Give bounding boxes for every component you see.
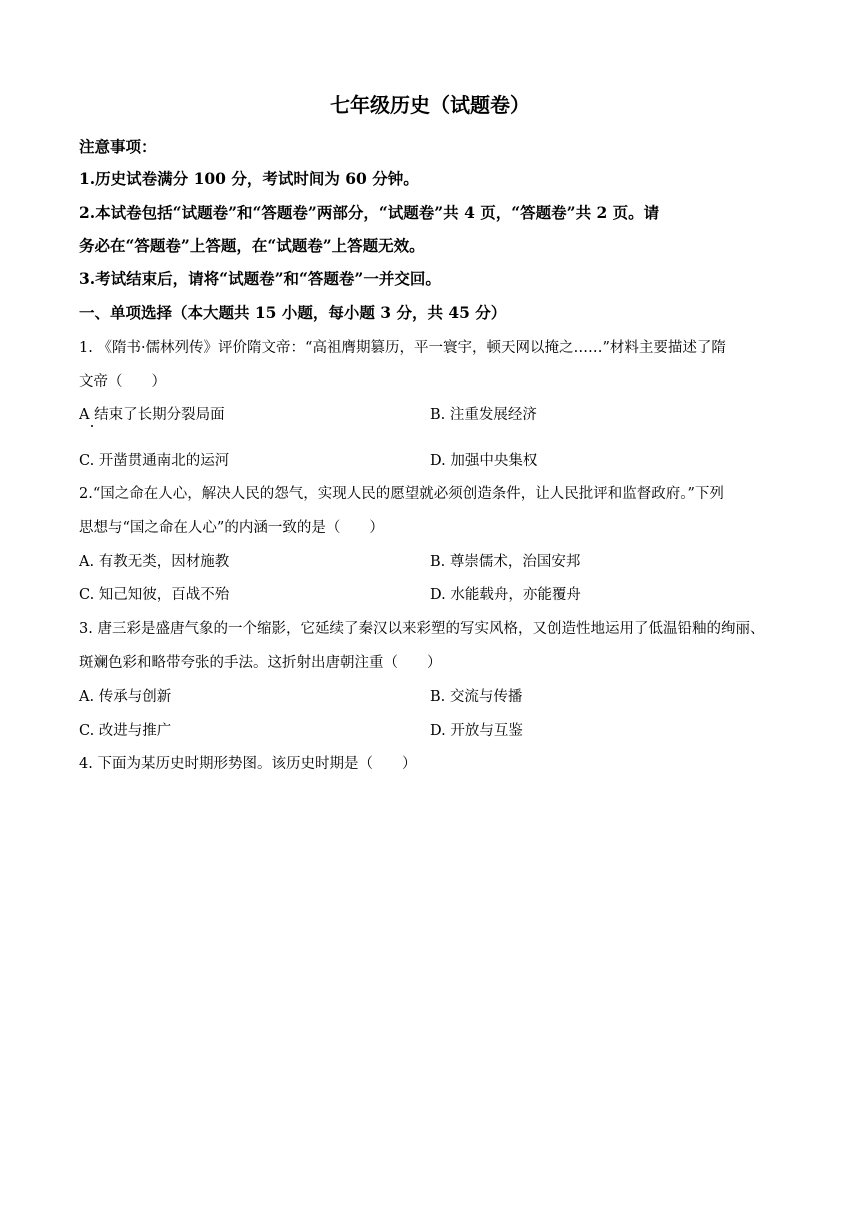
question-1-text: 1. 《隋书·儒林列传》评价隋文帝：“高祖膺期篡历，平一寰宇，顿天网以掩之……”材料主要描述了隋 — [79, 340, 726, 356]
question-1-text: 文帝（ ） — [79, 374, 166, 390]
note-item: 3.考试结束后，请将“试题卷”和“答题卷”一并交回。 — [79, 269, 441, 288]
question-2-option-a: A. 有教无类，因材施教 — [79, 554, 230, 570]
question-3-text: 斑斓色彩和略带夸张的手法。这折射出唐朝注重（ ） — [79, 655, 442, 671]
question-2-text: 思想与“国之命在人心”的内涵一致的是（ ） — [79, 520, 384, 536]
question-2-option-d: D. 水能载舟，亦能覆舟 — [430, 587, 581, 603]
question-3-option-a: A. 传承与创新 — [79, 689, 172, 705]
note-item: 1.历史试卷满分 100 分，考试时间为 60 分钟。 — [79, 169, 419, 188]
notes-heading: 注意事项： — [79, 137, 157, 156]
question-1-option-b: B. 注重发展经济 — [430, 407, 537, 423]
dot-mark — [91, 425, 93, 427]
question-1-option-d: D. 加强中央集权 — [430, 453, 538, 469]
question-3-option-c: C. 改进与推广 — [79, 723, 172, 739]
question-2-text: 2.“国之命在人心，解决人民的怨气，实现人民的愿望就必须创造条件，让人民批评和监督政府。”下列 — [79, 486, 724, 502]
question-2-option-c: C. 知己知彼，百战不殆 — [79, 587, 230, 603]
question-1-option-a: A 结束了长期分裂局面 — [79, 407, 225, 423]
question-2-option-b: B. 尊崇儒术，治国安邦 — [430, 554, 581, 570]
note-item: 务必在“答题卷”上答题，在“试题卷”上答题无效。 — [79, 236, 425, 255]
question-1-option-c: C. 开凿贯通南北的运河 — [79, 453, 230, 469]
question-3-text: 3. 唐三彩是盛唐气象的一个缩影，它延续了秦汉以来彩塑的写实风格，又创造性地运用了低温铅釉的绚丽、 — [79, 621, 765, 637]
question-3-option-b: B. 交流与传播 — [430, 689, 523, 705]
question-3-option-d: D. 开放与互鉴 — [430, 723, 523, 739]
page-title: 七年级历史（试题卷） — [330, 93, 530, 117]
question-4-text: 4. 下面为某历史时期形势图。该历史时期是（ ） — [79, 756, 417, 772]
section-heading: 一、单项选择（本大题共 15 小题，每小题 3 分，共 45 分） — [79, 303, 507, 322]
note-item: 2.本试卷包括“试题卷”和“答题卷”两部分，“试题卷”共 4 页，“答题卷”共 2 页。请 — [79, 203, 660, 222]
